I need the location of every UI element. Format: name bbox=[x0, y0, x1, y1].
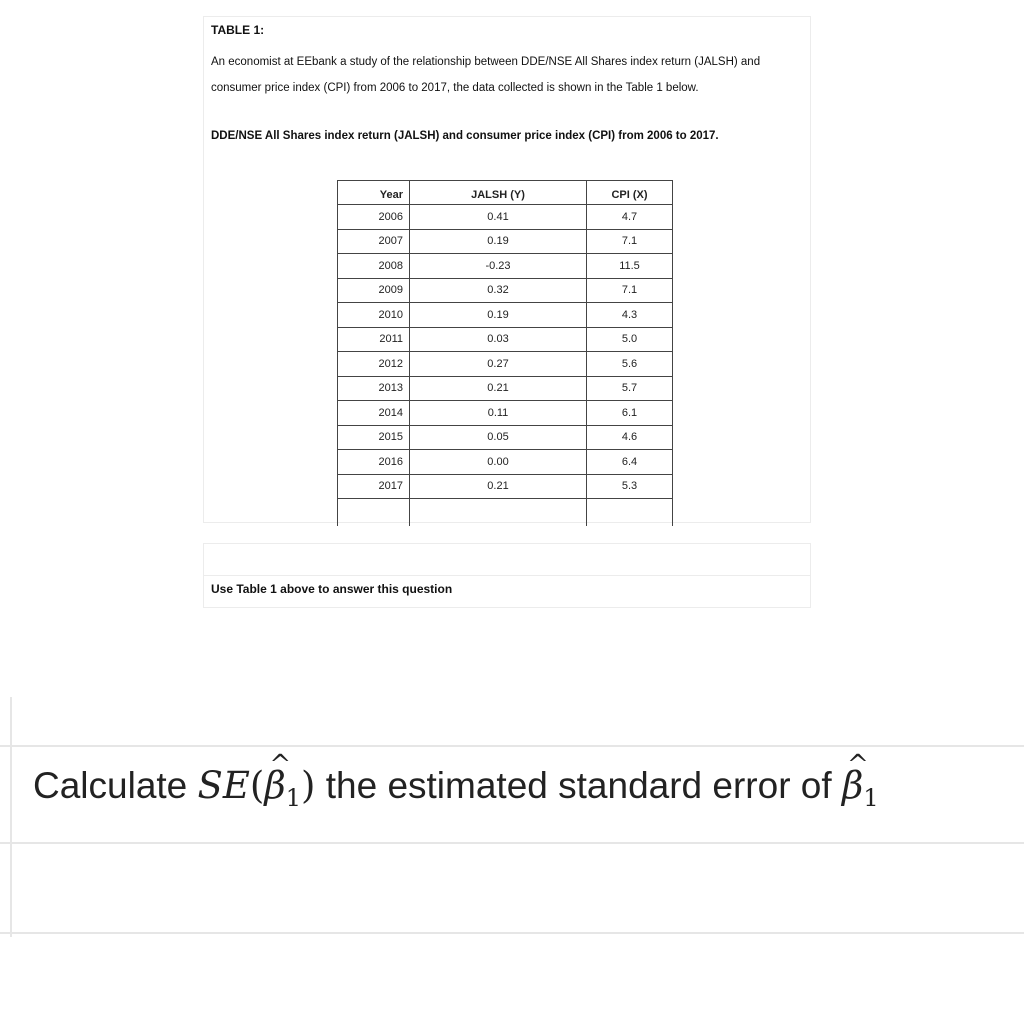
empty-cell bbox=[410, 499, 587, 527]
table-row bbox=[338, 425, 673, 450]
cpi-cell: 4.7 bbox=[587, 205, 673, 230]
column-header: Year bbox=[338, 181, 410, 205]
year-cell: 2014 bbox=[338, 401, 410, 426]
cpi-cell: 6.1 bbox=[587, 401, 673, 426]
cpi-cell: 4.6 bbox=[587, 425, 673, 450]
cpi-cell: 5.6 bbox=[587, 352, 673, 377]
table-title: DDE/NSE All Shares index return (JALSH) and consumer price index (CPI) from 2006 to 2017. bbox=[211, 130, 719, 142]
beta-hat-symbol: ^ β bbox=[264, 764, 285, 807]
jalsh-cell: 0.21 bbox=[410, 376, 587, 401]
jalsh-cell: 0.21 bbox=[410, 474, 587, 499]
table-row bbox=[338, 303, 673, 328]
beta-subscript: 1 bbox=[863, 784, 879, 812]
jalsh-cell: 0.27 bbox=[410, 352, 587, 377]
jalsh-cell: 0.19 bbox=[410, 229, 587, 254]
jalsh-cell: 0.41 bbox=[410, 205, 587, 230]
question-text bbox=[33, 764, 879, 812]
answer-box-top bbox=[203, 543, 811, 575]
year-cell: 2009 bbox=[338, 278, 410, 303]
table-heading: TABLE 1: bbox=[211, 23, 265, 37]
se-symbol: SE bbox=[197, 764, 250, 807]
table-row bbox=[338, 474, 673, 499]
table-row bbox=[338, 205, 673, 230]
beta-hat-symbol: ^ β bbox=[842, 764, 863, 807]
table-row bbox=[338, 327, 673, 352]
table-row bbox=[338, 401, 673, 426]
question-frame bbox=[10, 697, 1024, 937]
year-cell: 2008 bbox=[338, 254, 410, 279]
jalsh-cell: 0.19 bbox=[410, 303, 587, 328]
jalsh-cell: 0.32 bbox=[410, 278, 587, 303]
year-cell: 2012 bbox=[338, 352, 410, 377]
table-row bbox=[338, 278, 673, 303]
empty-cell bbox=[338, 499, 410, 527]
cpi-cell: 5.7 bbox=[587, 376, 673, 401]
year-cell: 2015 bbox=[338, 425, 410, 450]
column-header: CPI (X) bbox=[587, 181, 673, 205]
question-prefix: Calculate bbox=[33, 765, 188, 806]
cpi-cell: 7.1 bbox=[587, 278, 673, 303]
table-row bbox=[338, 376, 673, 401]
table-row bbox=[338, 450, 673, 475]
table-filler-row bbox=[338, 499, 673, 527]
close-paren: ) bbox=[301, 764, 316, 807]
table-header-row bbox=[338, 181, 673, 205]
data-table bbox=[337, 180, 673, 526]
table-row bbox=[338, 229, 673, 254]
year-cell: 2011 bbox=[338, 327, 410, 352]
cpi-cell: 6.4 bbox=[587, 450, 673, 475]
cpi-cell: 4.3 bbox=[587, 303, 673, 328]
open-paren: ( bbox=[249, 764, 265, 807]
instruction-text: Use Table 1 above to answer this question bbox=[211, 582, 453, 596]
divider bbox=[0, 745, 1024, 747]
table-row bbox=[338, 254, 673, 279]
cpi-cell: 5.0 bbox=[587, 327, 673, 352]
column-header: JALSH (Y) bbox=[410, 181, 587, 205]
jalsh-cell: -0.23 bbox=[410, 254, 587, 279]
divider bbox=[0, 932, 1024, 934]
jalsh-cell: 0.05 bbox=[410, 425, 587, 450]
year-cell: 2013 bbox=[338, 376, 410, 401]
year-cell: 2007 bbox=[338, 229, 410, 254]
cpi-cell: 7.1 bbox=[587, 229, 673, 254]
table-row bbox=[338, 352, 673, 377]
jalsh-cell: 0.11 bbox=[410, 401, 587, 426]
year-cell: 2006 bbox=[338, 205, 410, 230]
empty-cell bbox=[587, 499, 673, 527]
cpi-cell: 11.5 bbox=[587, 254, 673, 279]
question-middle: the estimated standard error of bbox=[325, 765, 832, 806]
year-cell: 2010 bbox=[338, 303, 410, 328]
year-cell: 2017 bbox=[338, 474, 410, 499]
jalsh-cell: 0.00 bbox=[410, 450, 587, 475]
cpi-cell: 5.3 bbox=[587, 474, 673, 499]
intro-text: An economist at EEbank a study of the relationship between DDE/NSE All Shares index return (JALSH) and consumer price index (CPI) from 2006 to 2017, the data collected is shown in the Table 1 below. bbox=[211, 56, 761, 94]
instruction-box bbox=[203, 575, 811, 608]
table-document bbox=[203, 16, 811, 523]
jalsh-cell: 0.03 bbox=[410, 327, 587, 352]
divider bbox=[0, 842, 1024, 844]
beta-subscript: 1 bbox=[285, 784, 302, 812]
year-cell: 2016 bbox=[338, 450, 410, 475]
